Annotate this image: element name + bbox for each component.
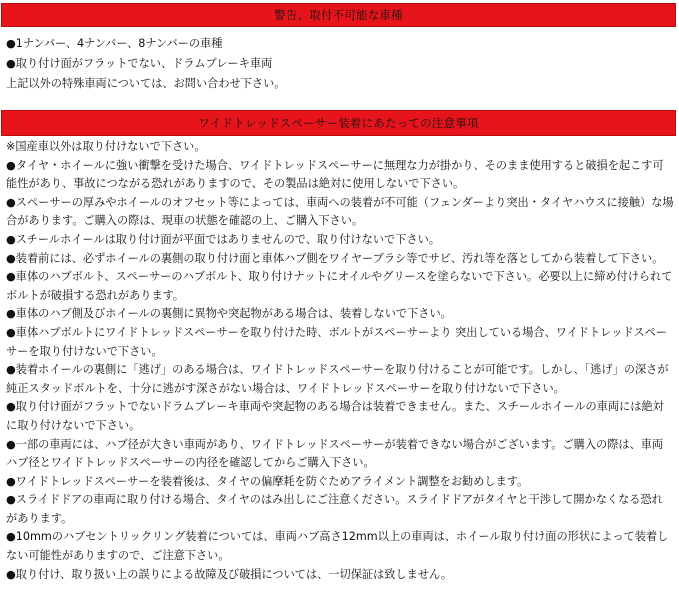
list-item: ●装着前には、必ずホイールの裏側の取り付け面と車体ハブ側をワイヤーブラシ等でサビ、汚れ等を落としてから装着して下さい。 (6, 251, 664, 265)
prohibited-vehicle-list (6, 34, 674, 94)
list-item: ●一部の車両には、ハブ径が大きい車両があり、ワイドトレッドスペーサーが装着できない場合がございます。ご購入の際は、車両ハブ径とワイドトレッドスペーサーの内径を確認してからご購入下さい。 (6, 437, 664, 470)
warning-banner-title: 警告、取付不可能な車種 (274, 8, 403, 22)
caution-banner (1, 110, 676, 136)
list-item: ●10mmのハブセントリックリング装着については、車両ハブ高さ12mm以上の車両は、ホイール取り付け面の形状によって装着しない可能性がありますので、ご注意下さい。 (6, 530, 669, 563)
list-item: ●スライドドアの車両に取り付ける場合、タイヤのはみ出しにご注意ください。スライドドアがタイヤと干渉して開かなくなる恐れがあります。 (6, 493, 663, 525)
list-item: ●スペーサーの厚みやホイールのオフセット等によっては、車両への装着が不可能（フェンダーより突出・タイヤハウスに接触）な場合があります。ご購入の際は、現車の状態を確認の上、ご購入下さい。 (6, 195, 674, 228)
list-item: ●タイヤ・ホイールに強い衝撃を受けた場合、ワイドトレッドスペーサーに無理な力が掛かり、そのまま使用すると破損を起こす可能性があり、事故につながる恐れがありますので、その製品は絶対に使用しないで下さい。 (6, 158, 664, 191)
list-item: ●車体のハブボルト、スペーサーのハブボルト、取り付けナットにオイルやグリースを塗らないで下さい。必要以上に締め付けられてボルトが破損する恐れがあります。 (6, 270, 673, 302)
caution-list (6, 138, 674, 584)
list-item: ※国産車以外は取り付けないで下さい。 (6, 140, 206, 153)
warning-banner (1, 3, 676, 27)
list-item: ●車体のハブ側及びホイールの裏側に異物や突起物がある場合は、装着しないで下さい。 (6, 307, 452, 321)
list-item: ●装着ホイールの裏側に「逃げ」のある場合は、ワイドトレッドスペーサーを取り付けることが可能です。しかし、「逃げ」の深さが純正スタッドボルトを、十分に逃がす深さがない場合は、ワイドトレッドスペーサーを取り付けないで下さい。 (6, 363, 669, 395)
list-item: 上記以外の特殊車両については、お問い合わせ下さい。 (6, 77, 286, 90)
list-item: ●1ナンバー、4ナンバー、8ナンバーの車種 (6, 37, 223, 50)
list-item: ●取り付け面がフラットでない、ドラムブレーキ車両 (6, 57, 273, 70)
list-item: ●スチールホイールは取り付け面が平面ではありませんので、取り付けないで下さい。 (6, 232, 440, 246)
list-item: ●ワイドトレッドスペーサーを装着後は、タイヤの偏摩耗を防ぐためアライメント調整をお勧めします。 (6, 474, 529, 488)
list-item: ●取り付け、取り扱い上の誤りによる故障及び破損については、一切保証は致しません。 (6, 567, 453, 581)
list-item: ●車体ハブボルトにワイドトレッドスペーサーを取り付けた時、ボルトがスペーサーより 突出している場合、ワイドトレッドスペーサーを取り付けないで下さい。 (6, 325, 668, 358)
list-item: ●取り付け面がフラットでないドラムブレーキ車両や突起物のある場合は装着できません。また、スチールホイールの車両には絶対に取り付けないで下さい。 (6, 400, 664, 432)
caution-banner-title: ワイドトレッドスペーサー装着にあたっての注意事項 (198, 116, 479, 130)
